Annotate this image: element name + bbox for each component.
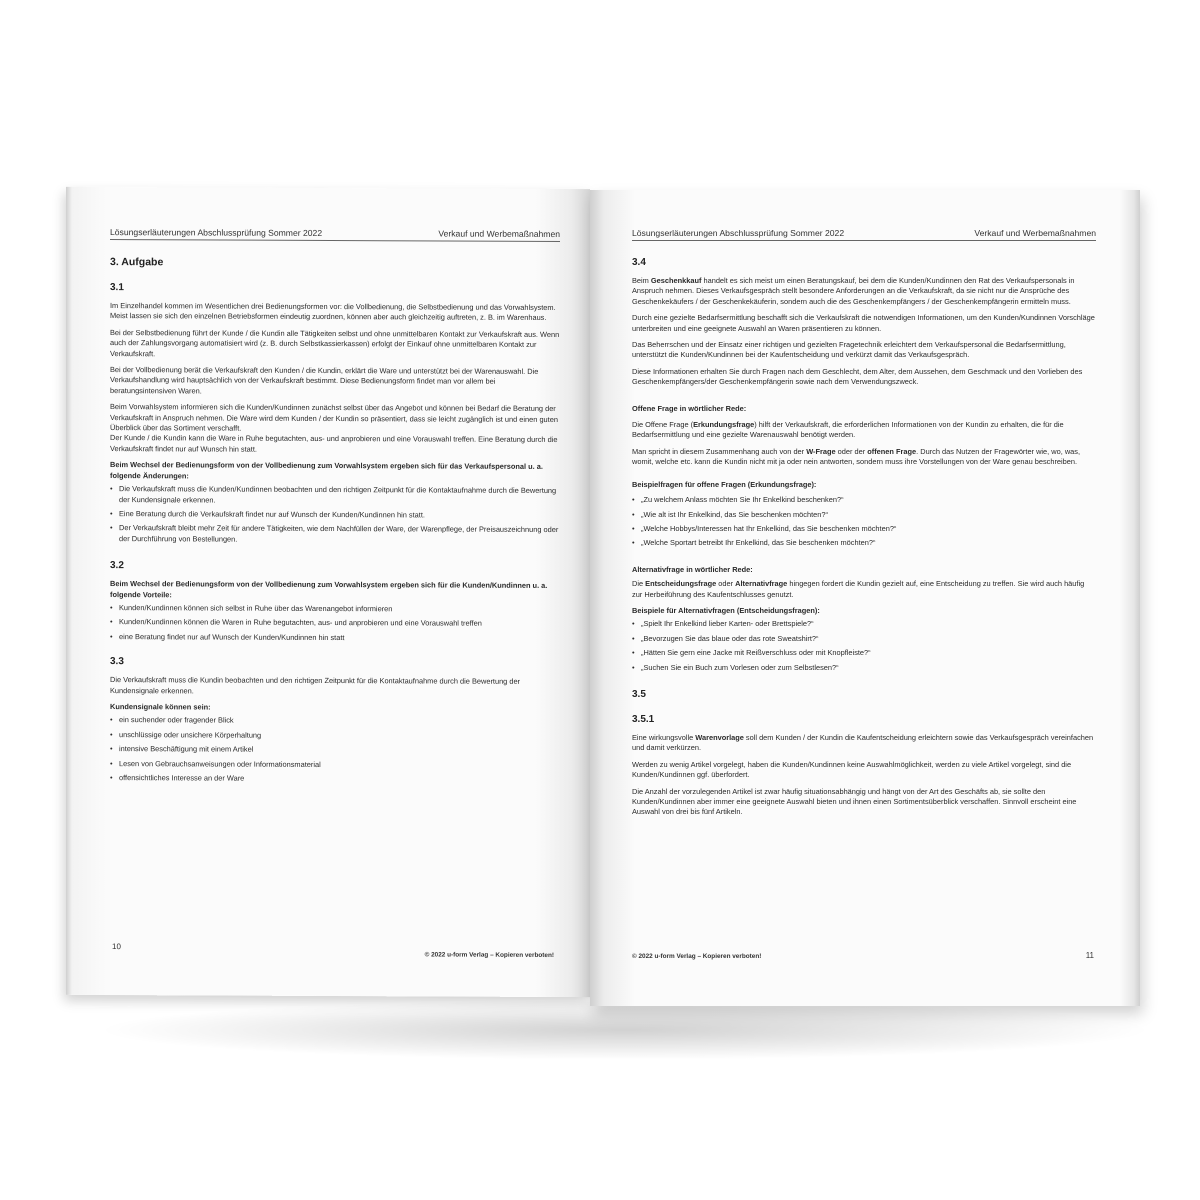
- paragraph: Die Offene Frage (Erkundungsfrage) hilft der Verkaufskraft, die erforderlichen Informationen von der Kundin zu erhalten, die für die Bedarfsermittlung und eine gezielte Warenauswahl benötigt werden.: [632, 420, 1064, 440]
- list-item: • intensive Beschäftigung mit einem Artikel: [110, 744, 560, 756]
- list-item: • Kunden/Kundinnen können die Waren in Ruhe begutachten, aus- und anprobieren und eine Vorauswahl treffen: [110, 617, 560, 629]
- paragraph: Im Einzelhandel kommen im Wesentlichen drei Bedienungsformen vor: die Vollbedienung, die Selbstbedienung und das Vorwahlsystem. Meist lassen sie sich den einzelnen Betriebsformen eindeutig zuordnen, können aber auch gleichzeitig auftreten, z. B. im Warenhaus.: [110, 301, 556, 323]
- heading-3-5-1: 3.5.1: [632, 713, 655, 725]
- paragraph: Beim Geschenkkauf handelt es sich meist um einen Beratungskauf, bei dem die Kunden/Kundinnen den Rat des Verkaufspersonals in Anspruch nehmen. Dieses Verkaufsgespräch stellt besondere Anforderungen an die Verkaufskraft, da sie nicht nur die Ansprüche des Geschenkekäufers / der Geschenkekäuferin, sondern auch die des Geschenkempfängers / der Geschenkempfängerin ermitteln muss.: [632, 276, 1075, 306]
- list-item: • „Hätten Sie gern eine Jacke mit Reißverschluss oder mit Knopfleiste?“: [632, 648, 1096, 658]
- right-page: [590, 190, 1140, 1006]
- copyright-note: © 2022 u-form Verlag – Kopieren verboten!: [424, 951, 554, 959]
- list-item: • unschlüssige oder unsichere Körperhaltung: [110, 730, 560, 742]
- bullet-list: [632, 495, 1096, 549]
- list-item: • Lesen von Gebrauchsanweisungen oder Informationsmaterial: [110, 759, 560, 771]
- right-page-content: [632, 220, 1096, 1006]
- heading-3-5: 3.5: [632, 688, 646, 700]
- left-page: [66, 187, 590, 997]
- paragraph: Der Kunde / die Kundin kann die Ware in Ruhe begutachten, aus- und anprobieren und eine Vorauswahl treffen. Eine Beratung durch die Verkaufskraft findet nur auf Wunsch hin statt.: [110, 433, 558, 454]
- bullet-list: [110, 715, 560, 785]
- list-lead: Beispiele für Alternativfragen (Entscheidungsfragen):: [632, 605, 820, 615]
- list-item: • offensichtliches Interesse an der Ware: [110, 773, 560, 785]
- list-item: • Die Verkaufskraft muss die Kunden/Kundinnen beobachten und den richtigen Zeitpunkt für die Kontaktaufnahme durch die Bewertung der Kundensignale erkennen.: [110, 484, 560, 507]
- right-page-header: [632, 220, 1096, 241]
- list-item: • „Bevorzugen Sie das blaue oder das rote Sweatshirt?“: [632, 634, 1096, 644]
- bullet-list: [110, 603, 560, 644]
- list-item: • „Welche Hobbys/Interessen hat Ihr Enkelkind, das Sie beschenken möchten?“: [632, 524, 1096, 534]
- paragraph: Durch eine gezielte Bedarfsermittlung beschafft sich die Verkaufskraft die notwendigen Informationen, um den Kunden/Kundinnen Vorschläge unterbreiten und eine geeignete Auswahl an Waren präsentieren zu können.: [632, 313, 1095, 333]
- paragraph: Bei der Vollbedienung berät die Verkaufskraft den Kunden / die Kundin, erklärt die Ware und unterstützt bei der Warenauswahl. Die Verkaufshandlung wird hauptsächlich von der Verkaufskraft bestimmt. Diese Bedienungsform findet man vor allem bei beratungsintensiven Waren.: [110, 365, 539, 396]
- list-lead: Beim Wechsel der Bedienungsform von der Vollbedienung zum Vorwahlsystem ergeben sich für die Kunden/Kundinnen u. a. folgende Vorteile:: [110, 579, 548, 599]
- page-number: 11: [1085, 951, 1094, 960]
- paragraph: Eine wirkungsvolle Warenvorlage soll dem Kunden / der Kundin die Kaufentscheidung erleichtern sowie das Verkaufsgespräch vereinfachen und damit verkürzen.: [632, 732, 1094, 753]
- paragraph: Werden zu wenig Artikel vorgelegt, haben die Kunden/Kundinnen keine Auswahlmöglichkeit, werden zu viele Artikel vorgelegt, sind die Kunden/Kundinnen ggf. überfordert.: [632, 759, 1072, 780]
- subsection-lead: Offene Frage in wörtlicher Rede:: [632, 403, 747, 413]
- list-item: • „Suchen Sie ein Buch zum Vorlesen oder zum Selbstlesen?“: [632, 663, 1096, 673]
- left-page-header: [110, 219, 560, 242]
- list-item: • „Wie alt ist Ihr Enkelkind, das Sie beschenken möchten?“: [632, 510, 1096, 520]
- paragraph: Die Anzahl der vorzulegenden Artikel ist zwar häufig situationsabhängig und hängt von der Art des Geschäfts ab, sie sollte den Kunden/Kundinnen aber immer eine geeignete Auswahl bieten und ihnen einen Sortimentsüberblick verschaffen. Sinnvoll erscheint eine Auswahl von drei bis fünf Artikeln.: [632, 786, 1077, 817]
- page-number: 10: [112, 942, 121, 952]
- list-item: • Eine Beratung durch die Verkaufskraft findet nur auf Wunsch der Kunden/Kundinnen hin statt.: [110, 509, 560, 521]
- heading-3-3: 3.3: [110, 656, 124, 668]
- copyright-note: © 2022 u-form Verlag – Kopieren verboten!: [632, 953, 762, 960]
- section-title: 3. Aufgabe: [110, 256, 164, 269]
- paragraph: Bei der Selbstbedienung führt der Kunde / die Kundin alle Tätigkeiten selbst und ohne unmittelbaren Kontakt zur Verkaufskraft aus. Wenn auch der Zahlungsvorgang automatisiert wird (z. B. durch Selbstkassierkassen) erfolgt der Einkauf ohne unmittelbaren Kontakt zur Verkaufskraft.: [110, 327, 560, 358]
- list-item: • „Welche Sportart betreibt Ihr Enkelkind, das Sie beschenken möchten?“: [632, 538, 1096, 548]
- list-lead: Kundensignale können sein:: [110, 702, 211, 712]
- list-lead: Beispielfragen für offene Fragen (Erkundungsfrage):: [632, 479, 817, 489]
- list-item: • „Spielt Ihr Enkelkind lieber Karten- oder Brettspiele?“: [632, 619, 1096, 629]
- header-title: Lösungserläuterungen Abschlussprüfung Sommer 2022: [632, 228, 845, 238]
- subsection-lead: Alternativfrage in wörtlicher Rede:: [632, 564, 753, 574]
- list-item: • Der Verkaufskraft bleibt mehr Zeit für andere Tätigkeiten, wie dem Nachfüllen der Ware, der Warenpflege, der Preisauszeichnung oder der Durchführung von Bestellungen.: [110, 523, 560, 546]
- book-shadow: [95, 1000, 1155, 1060]
- header-subject: Verkauf und Werbemaßnahmen: [974, 228, 1096, 238]
- paragraph: Die Entscheidungsfrage oder Alternativfrage hingegen fordert die Kundin gezielt auf, eine Entscheidung zu treffen. Sie wird auch häufig zur Herbeiführung des Kaufentschlusses genutzt.: [632, 579, 1085, 599]
- list-item: • ein suchender oder fragender Blick: [110, 715, 560, 727]
- heading-3-4: 3.4: [632, 257, 646, 268]
- left-page-content: [110, 219, 560, 997]
- paragraph: Das Beherrschen und der Einsatz einer richtigen und gezielten Fragetechnik erleichtert dem Verkaufspersonal die Bedarfsermittlung, unterstützt die Kunden/Kundinnen bei der Kaufentscheidung und verkürzt damit das Verkaufsgespräch.: [632, 340, 1066, 360]
- paragraph: Beim Vorwahlsystem informieren sich die Kunden/Kundinnen zunächst selbst über das Angebot und können bei Bedarf die Beratung der Verkaufskraft in Anspruch nehmen. Die Ware wird dem Kunden / der Kundin so präsentiert, dass sie leicht zugänglich ist und einen guten Überblick über das Sortiment verschafft.: [110, 402, 558, 433]
- paragraph: Die Verkaufskraft muss die Kundin beobachten und den richtigen Zeitpunkt für die Kontaktaufnahme durch die Bewertung der Kundensignale erkennen.: [110, 675, 521, 695]
- paragraph: Man spricht in diesem Zusammenhang auch von der W-Frage oder der offenen Frage. Durch das Nutzen der Fragewörter wie, wo, was, womit, welche etc. kann die Kundin nicht mit ja oder nein antworten, sondern muss ihre Vorstellungen von der Ware genau beschreiben.: [632, 446, 1081, 467]
- header-subject: Verkauf und Werbemaßnahmen: [438, 228, 560, 240]
- heading-3-1: 3.1: [110, 282, 124, 294]
- heading-3-2: 3.2: [110, 560, 124, 572]
- list-item: • eine Beratung findet nur auf Wunsch der Kunden/Kundinnen hin statt: [110, 632, 560, 644]
- bullet-list: [632, 619, 1096, 673]
- paragraph: Diese Informationen erhalten Sie durch Fragen nach dem Geschlecht, dem Alter, dem Aussehen, dem Geschmack und den Vorlieben des Geschenkempfängers/der Geschenkempfängerin sowie nach dem Verwendungszweck.: [632, 366, 1083, 387]
- header-title: Lösungserläuterungen Abschlussprüfung Sommer 2022: [110, 227, 323, 238]
- list-item: • „Zu welchem Anlass möchten Sie Ihr Enkelkind beschenken?“: [632, 495, 1096, 505]
- list-item: • Kunden/Kundinnen können sich selbst in Ruhe über das Warenangebot informieren: [110, 603, 560, 615]
- list-lead: Beim Wechsel der Bedienungsform von der Vollbedienung zum Vorwahlsystem ergeben sich für das Verkaufspersonal u. a. folgende Änderungen:: [110, 460, 543, 481]
- bullet-list: [110, 484, 560, 546]
